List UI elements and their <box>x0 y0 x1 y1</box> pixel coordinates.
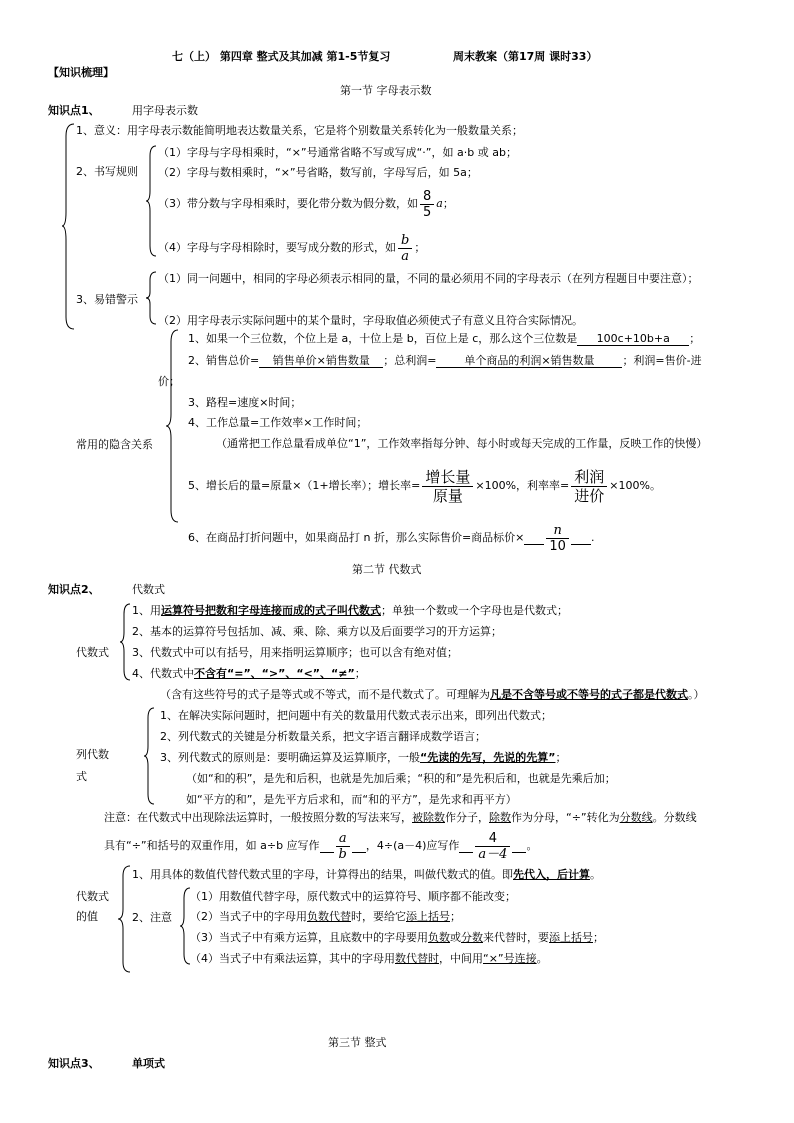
brace-expression-value <box>118 866 132 972</box>
definition-3: 3、代数式中可以有括号，用来指明运算顺序；也可以含有绝对值； <box>132 646 458 659</box>
brace-implicit <box>166 330 180 522</box>
value-note-4: （4）当式子中有乘法运算，其中的字母用数代替时，中间用“×”号连接。 <box>190 952 548 965</box>
implicit-6: 6、在商品打折问题中，如果商品打 n 折，那么实际售价=商品标价× $\frac{n}{10}$ . <box>188 522 595 554</box>
definition-4-note: （含有这些符号的式子是等式或不等式，而不是代数式了。可理解为凡是不含等号或不等号的式子都是代数式。） <box>160 688 705 701</box>
section-tag: 【知识梳理】 <box>48 66 114 79</box>
implicit-5: 5、增长后的量=原量×（1+增长率）；增长率= $\frac{\text{增长量}}{\text{原量}}$ ×100%，利率率= $\frac{\text{利润}}{\text{进价}}$ ×100%。 <box>188 467 661 505</box>
document-title: 七（上） 第四章 整式及其加减 第1-5节复习 <box>172 50 391 63</box>
value-note-1: （1）用数值代替字母，原代数式中的运算符号、顺序都不能改变； <box>190 890 516 903</box>
rule-2: （2）字母与数相乘时，“×”号省略，数写前，字母写后，如 5a； <box>158 166 478 179</box>
fraction-growth-rate: $\frac{\text{增长量}}{\text{原量}}$ <box>422 468 473 505</box>
list-expression-label-1: 列代数 <box>76 748 109 761</box>
list-rule-1: 1、在解决实际问题时，把问题中有关的数量用代数式表示出来，即列出代数式； <box>160 709 552 722</box>
kp2-label: 知识点2、 <box>48 583 100 596</box>
brace-warning <box>146 272 158 324</box>
fraction-8-5: $\frac{8}{5}$ <box>420 189 434 220</box>
fraction-n-10: $\frac{n}{10}$ <box>546 523 569 554</box>
value-notes-label: 2、注意 <box>132 911 172 924</box>
division-note: 注意：在代数式中出现除法运算时，一般按照分数的写法来写，被除数作分子，除数作为分母，“÷”转化为分数线。分数线 <box>104 811 697 824</box>
rule-4: （4）字母与字母相除时，要写成分数的形式，如 $\frac{b}{a}$ ； <box>158 232 426 264</box>
section-2-title: 第二节 代数式 <box>352 563 422 576</box>
rule-1: （1）字母与字母相乘时，“×”号通常省略不写或写成“·”，如 a·b 或 ab； <box>158 146 517 159</box>
list-expression-label-2: 式 <box>76 770 87 783</box>
document-subtitle: 周末教案（第17周 课时33） <box>453 50 598 63</box>
fraction-a-b: $\frac{a}{b}$ <box>336 831 350 862</box>
section-3-title: 第三节 整式 <box>328 1036 387 1049</box>
implicit-2: 2、销售总价= 销售单价×销售数量 ；总利润= 单个商品的利润×销售数量 ；利润=售价-进 <box>188 354 702 367</box>
list-rule-3-note-1: （如“和的积”，是先和后积，也就是先加后乘；“积的和”是先积后和，也就是先乘后加； <box>186 772 616 785</box>
brace-list-expression <box>144 708 156 804</box>
value-note-3: （3）当式子中有乘方运算，且底数中的字母要用负数或分数来代替时，要添上括号； <box>190 931 604 944</box>
kp3-label: 知识点3、 <box>48 1057 100 1070</box>
implicit-4-note: （通常把工作总量看成单位“1”，工作效率指每分钟、每小时或每天完成的工作量，反映工作的快慢） <box>216 437 708 450</box>
implicit-3: 3、路程=速度×时间； <box>188 396 302 409</box>
fraction-b-a: $\frac{b}{a}$ <box>398 233 412 264</box>
brace-writing-rules <box>146 146 158 256</box>
implicit-1: 1、如果一个三位数，个位上是 a，十位上是 b，百位上是 c，那么这个三位数是 100c+10b+a ； <box>188 332 701 345</box>
implicit-2-cont: 价； <box>158 375 180 388</box>
list-rule-3-note-2: 如“平方的和”，是先平方后求和，而“和的平方”，是先求和再平方） <box>186 793 517 806</box>
meaning-item: 1、意义：用字母表示数能简明地表达数量关系，它是将个别数量关系转化为一般数量关系； <box>76 124 523 137</box>
brace-definition <box>120 604 132 680</box>
definition-4: 4、代数式中不含有“=”、“>”、“<”、“≠”； <box>132 667 366 680</box>
value-rule-1: 1、用具体的数值代替代数式里的字母，计算得出的结果，叫做代数式的值。即先代入，后计算。 <box>132 868 601 881</box>
kp3-title: 单项式 <box>132 1057 165 1070</box>
warning-2: （2）用字母表示实际问题中的某个量时，字母取值必须使式子有意义且符合实际情况。 <box>158 314 583 327</box>
warning-1: （1）同一问题中，相同的字母必须表示相同的量，不同的量必须用不同的字母表示（在列方程题目中要注意）； <box>158 272 699 285</box>
fraction-profit-rate: $\frac{\text{利润}}{\text{进价}}$ <box>571 468 607 505</box>
kp2-title: 代数式 <box>132 583 165 596</box>
kp1-label: 知识点1、 <box>48 104 100 117</box>
algebraic-expression-label: 代数式 <box>76 646 109 659</box>
expression-value-label-2: 的值 <box>76 910 98 923</box>
expression-value-label-1: 代数式 <box>76 890 109 903</box>
rule-3: （3）带分数与字母相乘时，要化带分数为假分数，如 $\frac{8}{5}$ a； <box>158 188 454 220</box>
list-rule-3: 3、列代数式的原则是：要明确运算及运算顺序，一般“先读的先写，先说的先算”； <box>160 751 567 764</box>
value-note-2: （2）当式子中的字母用负数代替时，要给它添上括号； <box>190 910 461 923</box>
section-1-title: 第一节 字母表示数 <box>340 84 432 97</box>
writing-rules-label: 2、书写规则 <box>76 165 138 178</box>
warning-label: 3、易错警示 <box>76 293 138 306</box>
list-rule-2: 2、列代数式的关键是分析数量关系，把文字语言翻译成数学语言； <box>160 730 486 743</box>
implicit-4: 4、工作总量=工作效率×工作时间； <box>188 416 368 429</box>
implicit-relations-label: 常用的隐含关系 <box>76 438 153 451</box>
brace-kp1 <box>62 124 76 329</box>
definition-2: 2、基本的运算符号包括加、减、乘、除、乘方以及后面要学习的开方运算； <box>132 625 502 638</box>
division-note-example: 具有“÷”和括号的双重作用，如 a÷b 应写作 $\frac{a}{b}$ ，4÷(a－4)应写作 $\frac{4}{a-4}$ 。 <box>104 830 538 862</box>
kp1-title: 用字母表示数 <box>132 104 198 117</box>
fraction-4-over-a-minus-4: $\frac{4}{a-4}$ <box>475 831 510 862</box>
definition-1: 1、用运算符号把数和字母连接而成的式子叫代数式；单独一个数或一个字母也是代数式； <box>132 604 568 617</box>
